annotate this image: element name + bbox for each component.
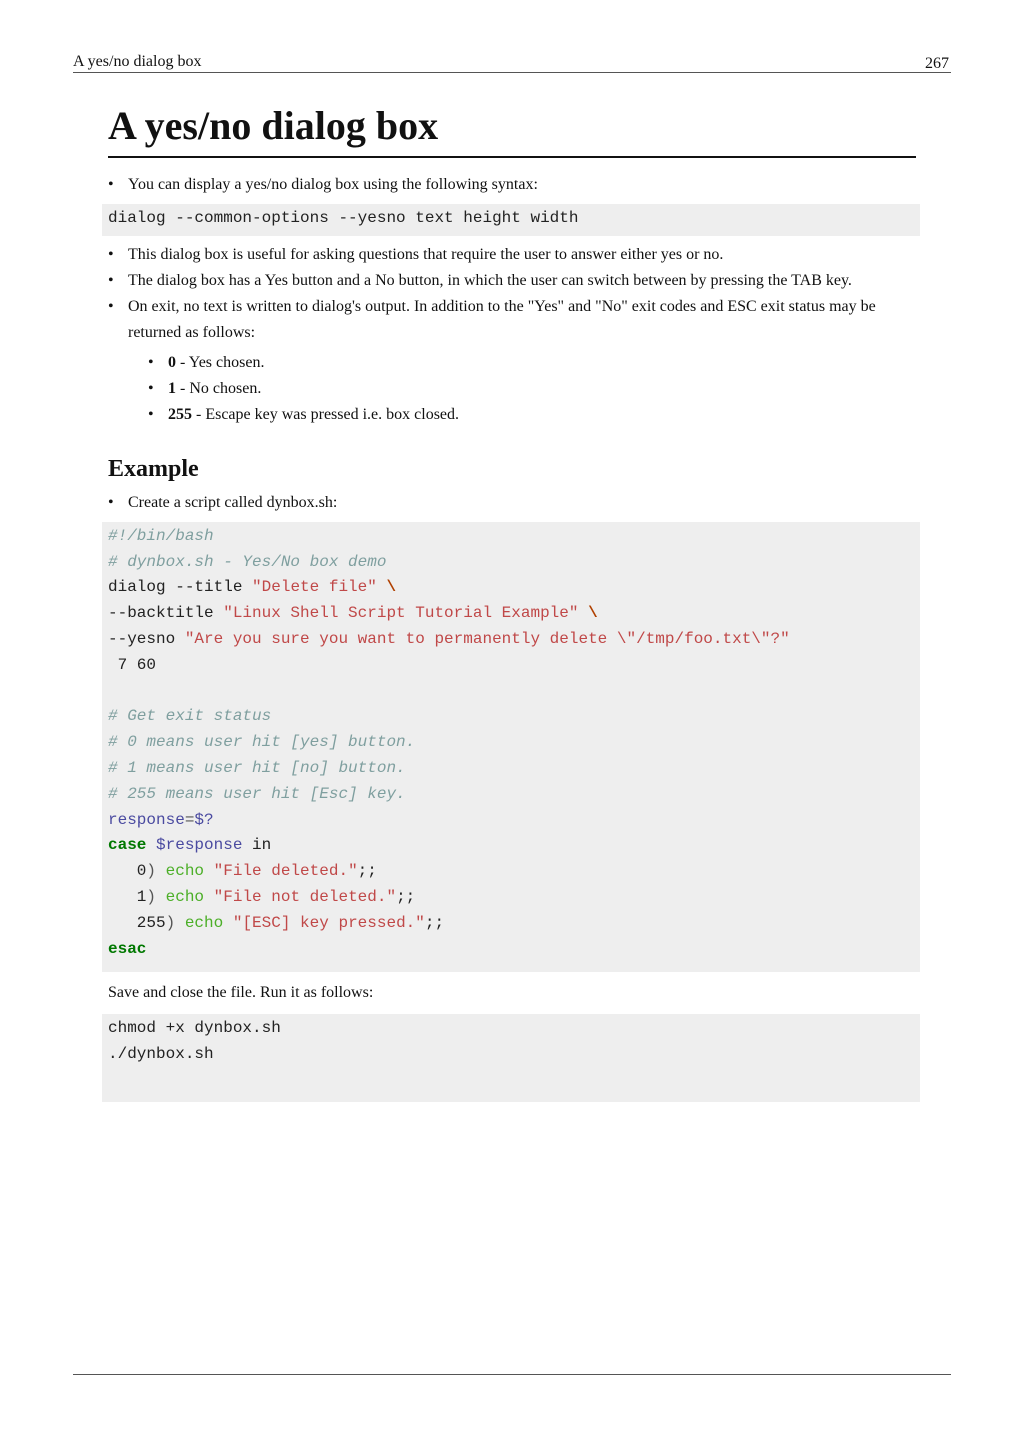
save-instruction: Save and close the file. Run it as follows: bbox=[108, 984, 374, 1002]
example-heading: Example bbox=[108, 455, 199, 482]
exit-codes-list bbox=[148, 350, 920, 428]
list-item bbox=[148, 376, 920, 402]
code-line: dialog --title "Delete file" \ bbox=[108, 578, 397, 597]
code-line-blank bbox=[108, 679, 914, 705]
code-line: case $response in bbox=[108, 836, 272, 855]
bullet-icon: • bbox=[148, 353, 154, 371]
bullet-icon: • bbox=[108, 271, 114, 289]
list-item bbox=[108, 172, 920, 198]
code-line: --yesno "Are you sure you want to permanently delete \"/tmp/foo.txt\"?" bbox=[108, 629, 790, 648]
bullet-icon: • bbox=[148, 379, 154, 397]
list-item-text: On exit, no text is written to dialog's output. In addition to the "Yes" and "No" exit codes and ESC exit status may be returned as follows: bbox=[128, 297, 876, 341]
code-line: # dynbox.sh - Yes/No box demo bbox=[108, 552, 387, 571]
exit-code: 0 bbox=[168, 353, 176, 371]
page-title: A yes/no dialog box bbox=[108, 100, 916, 158]
details-list bbox=[108, 242, 920, 428]
code-line: # 0 means user hit [yes] button. bbox=[108, 733, 416, 752]
code-line: 1) echo "File not deleted.";; bbox=[108, 887, 416, 906]
list-item-text: The dialog box has a Yes button and a No button, in which the user can switch between by pressing the TAB key. bbox=[128, 271, 852, 289]
code-line: #!/bin/bash bbox=[108, 526, 214, 545]
code-line: # 1 means user hit [no] button. bbox=[108, 758, 406, 777]
bullet-icon: • bbox=[108, 493, 114, 511]
list-item-text: Create a script called dynbox.sh: bbox=[128, 493, 338, 511]
exit-code-text: - Yes chosen. bbox=[176, 353, 265, 371]
list-item-text: This dialog box is useful for asking questions that require the user to answer either yes or no. bbox=[128, 245, 724, 263]
page-number: 267 bbox=[925, 55, 949, 72]
code-line: 255) echo "[ESC] key pressed.";; bbox=[108, 913, 445, 932]
list-item bbox=[108, 490, 920, 516]
exit-code: 1 bbox=[168, 379, 176, 397]
running-header bbox=[73, 50, 951, 73]
exit-code-text: - Escape key was pressed i.e. box closed. bbox=[192, 405, 460, 423]
script-code-block bbox=[102, 522, 920, 973]
footer-rule bbox=[73, 1374, 951, 1375]
bullet-icon: • bbox=[148, 405, 154, 423]
example-list bbox=[108, 490, 920, 516]
list-item bbox=[108, 242, 920, 268]
code-line: ./dynbox.sh bbox=[108, 1045, 214, 1064]
list-item bbox=[148, 350, 920, 376]
syntax-code-block bbox=[102, 204, 920, 236]
code-line: chmod +x dynbox.sh bbox=[108, 1019, 281, 1038]
running-title: A yes/no dialog box bbox=[73, 53, 202, 70]
code-line: dialog --common-options --yesno text height width bbox=[108, 209, 579, 227]
bullet-icon: • bbox=[108, 176, 114, 193]
code-line: 0) echo "File deleted.";; bbox=[108, 862, 377, 881]
list-item bbox=[108, 268, 920, 294]
exit-code-text: - No chosen. bbox=[176, 379, 262, 397]
exit-code: 255 bbox=[168, 405, 192, 423]
code-line: esac bbox=[108, 939, 147, 958]
code-line: # Get exit status bbox=[108, 707, 272, 726]
code-line: response=$? bbox=[108, 810, 214, 829]
page-content bbox=[108, 100, 920, 1102]
code-line: --backtitle "Linux Shell Script Tutorial Example" \ bbox=[108, 604, 598, 623]
code-line: # 255 means user hit [Esc] key. bbox=[108, 784, 406, 803]
bullet-icon: • bbox=[108, 297, 114, 315]
code-line: 7 60 bbox=[108, 655, 157, 674]
run-code-block bbox=[102, 1014, 920, 1102]
list-item-text: You can display a yes/no dialog box using the following syntax: bbox=[128, 176, 538, 193]
list-item bbox=[148, 402, 920, 428]
bullet-icon: • bbox=[108, 245, 114, 263]
list-item bbox=[108, 294, 920, 428]
intro-list bbox=[108, 172, 920, 198]
